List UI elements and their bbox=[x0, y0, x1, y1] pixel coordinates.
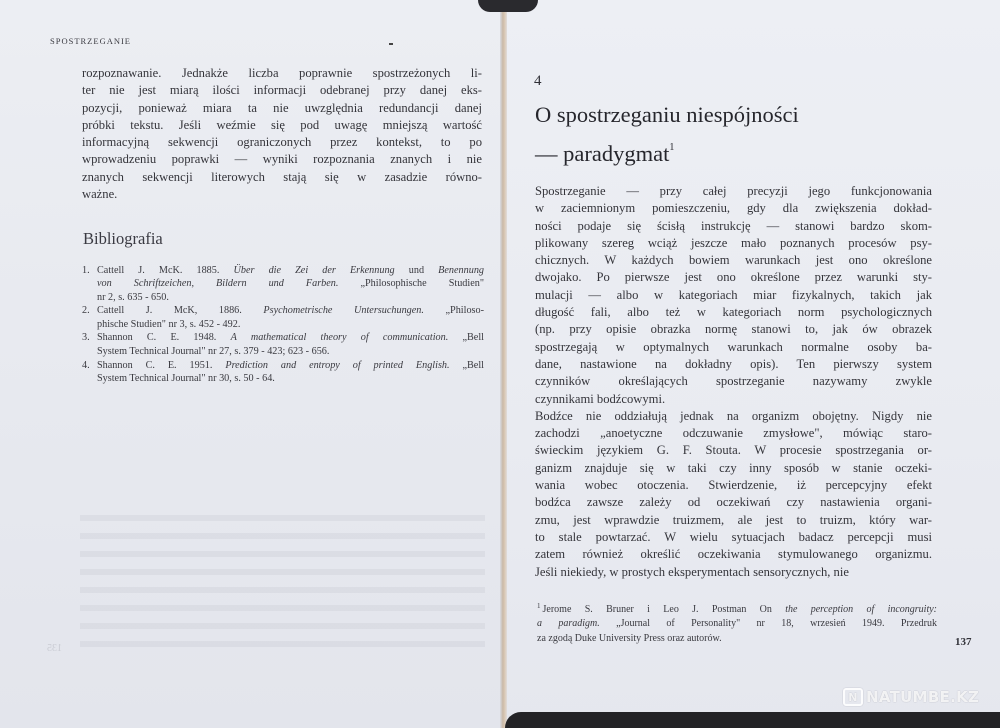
bibliography-item bbox=[82, 304, 484, 331]
bibliography-number: 2. bbox=[82, 305, 90, 317]
bleed-through-text bbox=[80, 505, 485, 655]
text-line: czynnikami bodźcowymi. bbox=[535, 391, 666, 406]
text-line bbox=[537, 599, 937, 617]
text-line: ważne. bbox=[82, 187, 118, 202]
text-line bbox=[537, 632, 937, 646]
text-run: „Journal of Personality" nr 18, wrzesień 1949. Przedruk bbox=[599, 618, 937, 630]
text-run: „Bell bbox=[449, 359, 484, 371]
text-run: Cattell J. McK, 1886. bbox=[97, 305, 264, 317]
text-line: to stale powtarzać. W wielu sytuacjach badacz percepcji musi bbox=[535, 529, 932, 544]
text-line: bodźca zawsze zależy od oczekiwań czy nastawienia organi- bbox=[535, 495, 932, 510]
text-run: Shannon C. E. 1951. bbox=[97, 359, 226, 371]
text-line: Bodźce nie oddziałują jednak na organizm obojętny. Nigdy nie bbox=[535, 408, 932, 423]
chapter-title-line2: — paradygmat bbox=[535, 141, 670, 166]
text-line: długość fali, albo też w kategoriach norm psychologicznych bbox=[535, 305, 932, 320]
bibliography-item bbox=[82, 264, 484, 304]
text-line: znanych sekwencji literowych stają się w zasadzie równo- bbox=[82, 169, 482, 184]
text-line bbox=[97, 304, 484, 317]
text-line bbox=[97, 318, 484, 331]
text-line: informacyjną sekwencji ograniczonych przez kontekst, to po bbox=[82, 135, 482, 150]
italic-text: von Schriftzeichen, Bildern und Farben. bbox=[97, 278, 339, 290]
footnote-mark: 1 bbox=[537, 602, 541, 610]
text-line: ter nie jest miarą ilości informacji odebranej przy danej eks- bbox=[82, 83, 482, 98]
ink-speck bbox=[389, 43, 393, 45]
background-bottom bbox=[505, 712, 1000, 728]
watermark-logo-icon: N bbox=[843, 688, 863, 706]
text-line: zmu, jest wprawdzie truizmem, ale jest to truizm, który war- bbox=[535, 512, 932, 527]
text-line: plikowany szereg wciąż jeszcze mało poznanych procesów psy- bbox=[535, 235, 932, 250]
watermark-text: NATUMBE.KZ bbox=[866, 688, 980, 706]
italic-text: a paradigm. bbox=[537, 618, 600, 630]
text-line: czynników określających spostrzeganie nazywamy zwykle bbox=[535, 374, 932, 389]
text-line: wprowadzeniu poprawki — wyniki rozpoznania znanych i nie bbox=[82, 152, 482, 167]
text-line: dane, nastawione na dokładny opis). Ten pierwszy system bbox=[535, 356, 932, 371]
chapter-title-line1: O spostrzeganiu niespójności bbox=[535, 102, 799, 127]
italic-text: Prediction and entropy of printed English. bbox=[225, 359, 450, 371]
text-line: zachodzi „anoetyczne odczuwanie zmysłowe", mówiąc staro- bbox=[535, 426, 932, 441]
footnote bbox=[537, 599, 937, 646]
bleed-through-page-number: 135 bbox=[47, 643, 62, 654]
watermark bbox=[843, 688, 979, 706]
italic-text: Über die Zei der Erkennung bbox=[233, 265, 395, 276]
text-line: Spostrzeganie — przy całej precyzji jego funkcjonowania bbox=[535, 184, 932, 198]
text-run: „Philoso- bbox=[423, 305, 484, 317]
bibliography-number: 1. bbox=[82, 265, 90, 276]
right-paragraph bbox=[535, 183, 932, 581]
italic-text: A mathematical theory of communication. bbox=[230, 332, 449, 344]
text-line: ności podaje się ścisłą instrukcję — stanowi bardzo skom- bbox=[535, 218, 932, 233]
text-line bbox=[97, 291, 484, 304]
chapter-number: 4 bbox=[534, 73, 542, 89]
text-run: System Technical Journal" nr 27, s. 379 - 423; 623 - 656. bbox=[97, 345, 330, 357]
text-line: chicznych. W każdych bowiem warunkach jest ono określone bbox=[535, 253, 932, 268]
left-paragraph bbox=[82, 65, 482, 203]
text-line: pozycji, ponieważ miara ta nie uwzględnia redundancji danej bbox=[82, 100, 482, 115]
bibliography-number: 3. bbox=[82, 332, 90, 344]
italic-text: Psychometrische Untersuchungen. bbox=[263, 305, 424, 317]
italic-text: the perception of incongruity: bbox=[785, 604, 938, 615]
text-run: za zgodą Duke University Press oraz autorów. bbox=[537, 632, 722, 644]
text-run: nr 2, s. 635 - 650. bbox=[97, 291, 169, 303]
background-top bbox=[478, 0, 538, 12]
text-run: „Bell bbox=[448, 332, 484, 344]
text-line: świeckim językiem G. F. Stouta. W procesie spostrzegania or- bbox=[535, 443, 932, 458]
text-line bbox=[97, 345, 484, 358]
text-run: Shannon C. E. 1948. bbox=[97, 332, 231, 344]
text-run: und bbox=[394, 265, 439, 276]
page-number: 137 bbox=[955, 636, 972, 648]
text-line bbox=[97, 372, 484, 385]
text-line: ganizm znajduje się w taki czy inny sposób w stanie oczeki- bbox=[535, 460, 932, 475]
footnote-mark: 1 bbox=[669, 142, 675, 153]
italic-text: Benennung bbox=[438, 265, 485, 276]
text-line: wania wobec otoczenia. Stwierdzenie, iż percepcyjny efekt bbox=[535, 478, 932, 493]
text-line bbox=[97, 359, 484, 372]
text-run: Jerome S. Bruner i Leo J. Postman On bbox=[542, 604, 786, 615]
text-line: zatem również określić oczekiwania stymulowanego organizmu. bbox=[535, 547, 932, 562]
text-line: próbki tekstu. Jeśli weźmie się pod uwagę mniejszą wartość bbox=[82, 117, 482, 132]
text-line: dwojako. Po pierwsze jest ono określone przez warunki sty- bbox=[535, 270, 932, 285]
text-line: (np. przy opisie obrazka normę stanowi to, jak ów obrazek bbox=[535, 322, 932, 337]
text-line bbox=[97, 277, 484, 290]
text-line: mulacji — albo w kategoriach miar fizykalnych, takich jak bbox=[535, 287, 932, 302]
text-line: rozpoznawanie. Jednakże liczba poprawnie spostrzeżonych li- bbox=[82, 66, 482, 80]
text-line bbox=[97, 264, 484, 277]
bibliography-item bbox=[82, 331, 484, 358]
text-line: w zaciemnionym pomieszczeniu, gdy dla zwiększenia dokład- bbox=[535, 201, 932, 216]
text-run: System Technical Journal" nr 30, s. 50 - 64. bbox=[97, 372, 275, 384]
text-run: „Philosophische Studien" bbox=[338, 278, 484, 290]
running-head: SPOSTRZEGANIE bbox=[50, 36, 132, 46]
text-run: phische Studien" nr 3, s. 452 - 492. bbox=[97, 318, 241, 330]
bibliography-item bbox=[82, 359, 484, 386]
text-line: Jeśli niekiedy, w prostych eksperymentach sensorycznych, nie bbox=[535, 564, 849, 579]
text-line: spostrzegają w optymalnych warunkach normalne osoby ba- bbox=[535, 339, 932, 354]
bibliography-heading: Bibliografia bbox=[83, 229, 163, 248]
bibliography-number: 4. bbox=[82, 359, 90, 371]
text-line bbox=[97, 331, 484, 344]
bibliography-list bbox=[82, 264, 484, 386]
text-line bbox=[537, 617, 937, 631]
chapter-title bbox=[535, 98, 799, 170]
text-run: Cattell J. McK. 1885. bbox=[97, 265, 234, 276]
